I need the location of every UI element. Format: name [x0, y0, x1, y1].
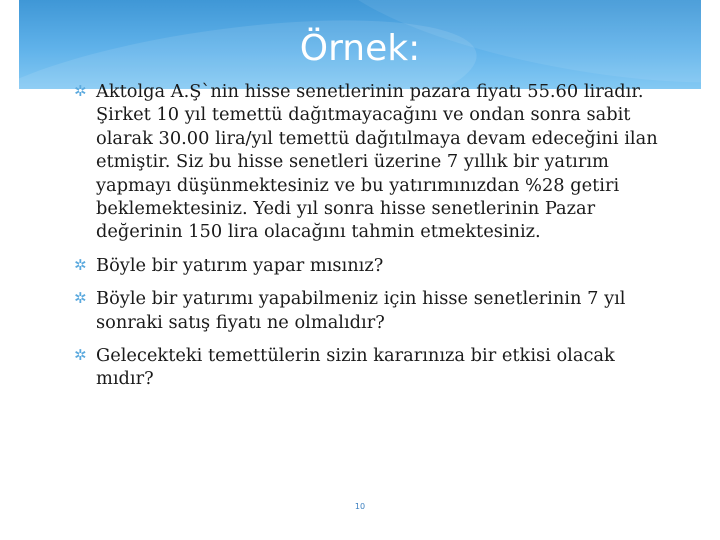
bullet-text: Aktolga A.Ş`nin hisse senetlerinin pazara fiyatı 55.60 liradır. Şirket 10 yıl temettü dağıtmayacağını ve ondan sonra sabit olarak 30.00 lira/yıl temettü dağıtılmaya devam edeceğini ilan etmiştir. Siz bu hisse senetleri üzerine 7 yıllık bir yatırım yapmayı düşünmektesiniz ve bu yatırımınızdan %28 getiri beklemektesiniz. Yedi yıl sonra hisse senetlerinin Pazar değerinin 150 lira olacağını tahmin etmektesiniz. — [96, 81, 658, 243]
asterisk-bullet-icon: ✲ — [74, 346, 87, 365]
bullet-text: Böyle bir yatırımı yapabilmeniz için hisse senetlerinin 7 yıl sonraki satış fiyatı ne olmalıdır? — [96, 288, 626, 333]
bullet-item — [72, 344, 662, 391]
bullet-item — [72, 254, 662, 277]
bullet-text: Böyle bir yatırım yapar mısınız? — [96, 254, 384, 276]
title-band — [19, 0, 701, 89]
bullet-item — [72, 287, 662, 334]
asterisk-bullet-icon: ✲ — [74, 255, 87, 274]
bullet-list — [72, 80, 662, 401]
asterisk-bullet-icon: ✲ — [74, 289, 87, 308]
asterisk-bullet-icon: ✲ — [74, 82, 87, 100]
bullet-item — [72, 80, 662, 244]
slide-title: Örnek: — [299, 28, 421, 69]
page-number: 10 — [354, 502, 366, 511]
bullet-text: Gelecekteki temettülerin sizin kararınıza bir etkisi olacak mıdır? — [96, 345, 615, 390]
